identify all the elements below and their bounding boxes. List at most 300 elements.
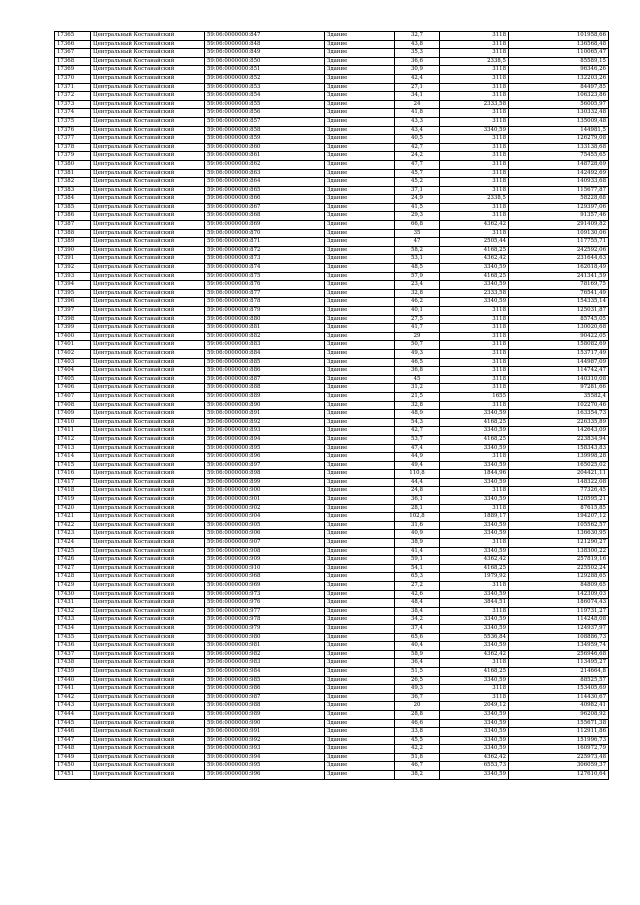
row-number-cell: 17371 — [55, 83, 91, 92]
table-row — [55, 272, 609, 281]
object-type-cell: Здание — [325, 633, 395, 642]
cadastral-value-cell: 132203,26 — [509, 74, 609, 83]
cadastral-number-cell: 59:06:0000000:889 — [205, 392, 325, 401]
table-row — [55, 667, 609, 676]
cadastral-value-cell: 108886,73 — [509, 633, 609, 642]
cadastral-number-cell: 59:06:0000000:887 — [205, 375, 325, 384]
row-number-cell: 17365 — [55, 32, 91, 41]
table-row — [55, 392, 609, 401]
table-row — [55, 418, 609, 427]
table-row — [55, 659, 609, 668]
table-row — [55, 160, 609, 169]
district-cell: Центральный Костанайский — [91, 556, 205, 565]
object-type-cell: Здание — [325, 324, 395, 333]
district-cell: Центральный Костанайский — [91, 539, 205, 548]
cadastral-number-cell: 59:06:0000000:871 — [205, 238, 325, 247]
district-cell: Центральный Костанайский — [91, 719, 205, 728]
cadastral-number-cell: 59:06:0000000:969 — [205, 582, 325, 591]
cadastral-number-cell: 59:06:0000000:864 — [205, 178, 325, 187]
area-cell: 27,2 — [395, 582, 440, 591]
area-cell: 33,8 — [395, 728, 440, 737]
table-row — [55, 169, 609, 178]
object-type-cell: Здание — [325, 169, 395, 178]
cadastral-value-cell: 85589,15 — [509, 57, 609, 66]
district-cell: Центральный Костанайский — [91, 435, 205, 444]
cadastral-number-cell: 59:06:0000000:897 — [205, 461, 325, 470]
cadastral-number-cell: 59:06:0000000:860 — [205, 143, 325, 152]
cadastral-value-cell: 40982,41 — [509, 702, 609, 711]
unit-value-cell: 3340,59 — [440, 444, 509, 453]
unit-value-cell: 3118 — [440, 375, 509, 384]
district-cell: Центральный Костанайский — [91, 298, 205, 307]
object-type-cell: Здание — [325, 650, 395, 659]
area-cell: 36,1 — [395, 496, 440, 505]
table-row — [55, 616, 609, 625]
row-number-cell: 17419 — [55, 496, 91, 505]
table-row — [55, 255, 609, 264]
table-row — [55, 221, 609, 230]
object-type-cell: Здание — [325, 298, 395, 307]
row-number-cell: 17401 — [55, 341, 91, 350]
cadastral-number-cell: 59:06:0000000:891 — [205, 410, 325, 419]
cadastral-number-cell: 59:06:0000000:991 — [205, 728, 325, 737]
row-number-cell: 17417 — [55, 478, 91, 487]
district-cell: Центральный Костанайский — [91, 616, 205, 625]
table-row — [55, 66, 609, 75]
unit-value-cell: 3118 — [440, 487, 509, 496]
unit-value-cell: 3340,59 — [440, 624, 509, 633]
cadastral-number-cell: 59:06:0000000:881 — [205, 324, 325, 333]
district-cell: Центральный Костанайский — [91, 195, 205, 204]
table-row — [55, 453, 609, 462]
unit-value-cell: 3340,59 — [440, 264, 509, 273]
area-cell: 32,8 — [395, 401, 440, 410]
cadastral-number-cell: 59:06:0000000:981 — [205, 642, 325, 651]
cadastral-number-cell: 59:06:0000000:910 — [205, 564, 325, 573]
unit-value-cell: 3340,59 — [440, 771, 509, 780]
cadastral-value-cell: 124937,97 — [509, 624, 609, 633]
table-row — [55, 410, 609, 419]
district-cell: Центральный Костанайский — [91, 66, 205, 75]
cadastral-number-cell: 59:06:0000000:893 — [205, 427, 325, 436]
district-cell: Центральный Костанайский — [91, 229, 205, 238]
table-row — [55, 212, 609, 221]
object-type-cell: Здание — [325, 710, 395, 719]
row-number-cell: 17432 — [55, 607, 91, 616]
table-row — [55, 513, 609, 522]
row-number-cell: 17395 — [55, 289, 91, 298]
district-cell: Центральный Костанайский — [91, 418, 205, 427]
object-type-cell: Здание — [325, 203, 395, 212]
row-number-cell: 17408 — [55, 401, 91, 410]
object-type-cell: Здание — [325, 410, 395, 419]
cadastral-value-cell: 291409,82 — [509, 221, 609, 230]
cadastral-number-cell: 59:06:0000000:901 — [205, 496, 325, 505]
table-row — [55, 573, 609, 582]
object-type-cell: Здание — [325, 195, 395, 204]
cadastral-value-cell: 125031,87 — [509, 307, 609, 316]
district-cell: Центральный Костанайский — [91, 117, 205, 126]
area-cell: 40,9 — [395, 530, 440, 539]
row-number-cell: 17399 — [55, 324, 91, 333]
table-row — [55, 444, 609, 453]
unit-value-cell: 3118 — [440, 384, 509, 393]
cadastral-number-cell: 59:06:0000000:985 — [205, 676, 325, 685]
unit-value-cell: 3340,59 — [440, 616, 509, 625]
district-cell: Центральный Костанайский — [91, 736, 205, 745]
area-cell: 54,1 — [395, 564, 440, 573]
table-row — [55, 289, 609, 298]
unit-value-cell: 4168,25 — [440, 564, 509, 573]
area-cell: 21,5 — [395, 392, 440, 401]
district-cell: Центральный Костанайский — [91, 169, 205, 178]
unit-value-cell: 2049,12 — [440, 702, 509, 711]
cadastral-value-cell: 144987,09 — [509, 358, 609, 367]
area-cell: 20 — [395, 702, 440, 711]
unit-value-cell: 3340,59 — [440, 590, 509, 599]
object-type-cell: Здание — [325, 693, 395, 702]
table-row — [55, 728, 609, 737]
area-cell: 34,1 — [395, 92, 440, 101]
row-number-cell: 17443 — [55, 702, 91, 711]
row-number-cell: 17433 — [55, 616, 91, 625]
cadastral-number-cell: 59:06:0000000:904 — [205, 513, 325, 522]
cadastral-value-cell: 160972,79 — [509, 745, 609, 754]
district-cell: Центральный Костанайский — [91, 504, 205, 513]
table-row — [55, 633, 609, 642]
row-number-cell: 17437 — [55, 650, 91, 659]
cadastral-number-cell: 59:06:0000000:859 — [205, 135, 325, 144]
cadastral-value-cell: 58228,68 — [509, 195, 609, 204]
unit-value-cell: 3340,59 — [440, 126, 509, 135]
object-type-cell: Здание — [325, 444, 395, 453]
cadastral-value-cell: 84809,65 — [509, 582, 609, 591]
district-cell: Центральный Костанайский — [91, 32, 205, 41]
object-type-cell: Здание — [325, 496, 395, 505]
row-number-cell: 17400 — [55, 332, 91, 341]
cadastral-value-cell: 153405,69 — [509, 685, 609, 694]
unit-value-cell: 3118 — [440, 504, 509, 513]
table-row — [55, 650, 609, 659]
unit-value-cell: 4168,25 — [440, 246, 509, 255]
cadastral-number-cell: 59:06:0000000:879 — [205, 307, 325, 316]
object-type-cell: Здание — [325, 624, 395, 633]
object-type-cell: Здание — [325, 186, 395, 195]
object-type-cell: Здание — [325, 255, 395, 264]
table-row — [55, 710, 609, 719]
unit-value-cell: 2333,58 — [440, 289, 509, 298]
cadastral-number-cell: 59:06:0000000:855 — [205, 100, 325, 109]
table-row — [55, 229, 609, 238]
area-cell: 24 — [395, 100, 440, 109]
unit-value-cell: 3340,59 — [440, 530, 509, 539]
area-cell: 34,2 — [395, 616, 440, 625]
table-row — [55, 57, 609, 66]
area-cell: 38,9 — [395, 539, 440, 548]
cadastral-value-cell: 135009,48 — [509, 117, 609, 126]
cadastral-number-cell: 59:06:0000000:865 — [205, 186, 325, 195]
district-cell: Центральный Костанайский — [91, 667, 205, 676]
cadastral-number-cell: 59:06:0000000:902 — [205, 504, 325, 513]
object-type-cell: Здание — [325, 736, 395, 745]
cadastral-value-cell: 97281,66 — [509, 384, 609, 393]
area-cell: 43,4 — [395, 126, 440, 135]
row-number-cell: 17369 — [55, 66, 91, 75]
area-cell: 49,4 — [395, 461, 440, 470]
unit-value-cell: 2505,44 — [440, 238, 509, 247]
cadastral-value-cell: 113495,27 — [509, 659, 609, 668]
cadastral-value-cell: 115677,87 — [509, 186, 609, 195]
object-type-cell: Здание — [325, 281, 395, 290]
cadastral-value-cell: 158343,83 — [509, 444, 609, 453]
cadastral-number-cell: 59:06:0000000:886 — [205, 367, 325, 376]
unit-value-cell: 3118 — [440, 582, 509, 591]
row-number-cell: 17411 — [55, 427, 91, 436]
district-cell: Центральный Костанайский — [91, 238, 205, 247]
table-row — [55, 504, 609, 513]
table-row — [55, 556, 609, 565]
table-row — [55, 564, 609, 573]
cadastral-value-cell: 84497,85 — [509, 83, 609, 92]
district-cell: Центральный Костанайский — [91, 521, 205, 530]
object-type-cell: Здание — [325, 607, 395, 616]
row-number-cell: 17438 — [55, 659, 91, 668]
cadastral-number-cell: 59:06:0000000:858 — [205, 126, 325, 135]
area-cell: 27,1 — [395, 83, 440, 92]
district-cell: Центральный Костанайский — [91, 135, 205, 144]
district-cell: Центральный Костанайский — [91, 410, 205, 419]
row-number-cell: 17425 — [55, 547, 91, 556]
cadastral-number-cell: 59:06:0000000:868 — [205, 212, 325, 221]
cadastral-number-cell: 59:06:0000000:968 — [205, 573, 325, 582]
row-number-cell: 17415 — [55, 461, 91, 470]
table-row — [55, 470, 609, 479]
district-cell: Центральный Костанайский — [91, 676, 205, 685]
row-number-cell: 17372 — [55, 92, 91, 101]
cadastral-number-cell: 59:06:0000000:994 — [205, 753, 325, 762]
area-cell: 38,2 — [395, 771, 440, 780]
cadastral-number-cell: 59:06:0000000:899 — [205, 478, 325, 487]
cadastral-value-cell: 56005,97 — [509, 100, 609, 109]
cadastral-number-cell: 59:06:0000000:977 — [205, 607, 325, 616]
unit-value-cell: 3118 — [440, 332, 509, 341]
unit-value-cell: 3118 — [440, 169, 509, 178]
cadastral-number-cell: 59:06:0000000:883 — [205, 341, 325, 350]
table-row — [55, 349, 609, 358]
object-type-cell: Здание — [325, 83, 395, 92]
object-type-cell: Здание — [325, 160, 395, 169]
object-type-cell: Здание — [325, 418, 395, 427]
unit-value-cell: 4168,25 — [440, 272, 509, 281]
district-cell: Центральный Костанайский — [91, 109, 205, 118]
area-cell: 46,7 — [395, 762, 440, 771]
unit-value-cell: 4362,42 — [440, 556, 509, 565]
object-type-cell: Здание — [325, 461, 395, 470]
table-row — [55, 117, 609, 126]
row-number-cell: 17368 — [55, 57, 91, 66]
unit-value-cell: 4168,25 — [440, 418, 509, 427]
cadastral-number-cell: 59:06:0000000:852 — [205, 74, 325, 83]
object-type-cell: Здание — [325, 573, 395, 582]
unit-value-cell: 3118 — [440, 229, 509, 238]
row-number-cell: 17422 — [55, 521, 91, 530]
row-number-cell: 17377 — [55, 135, 91, 144]
table-row — [55, 281, 609, 290]
area-cell: 36,7 — [395, 693, 440, 702]
cadastral-value-cell: 158082,69 — [509, 341, 609, 350]
area-cell: 31,6 — [395, 521, 440, 530]
cadastral-value-cell: 153717,49 — [509, 349, 609, 358]
unit-value-cell: 3118 — [440, 74, 509, 83]
cadastral-number-cell: 59:06:0000000:896 — [205, 453, 325, 462]
unit-value-cell: 3118 — [440, 607, 509, 616]
area-cell: 48,5 — [395, 264, 440, 273]
area-cell: 47,7 — [395, 160, 440, 169]
cadastral-value-cell: 121290,27 — [509, 539, 609, 548]
cadastral-value-cell: 140933,68 — [509, 178, 609, 187]
object-type-cell: Здание — [325, 521, 395, 530]
area-cell: 28,1 — [395, 504, 440, 513]
area-cell: 32,7 — [395, 32, 440, 41]
area-cell: 42,4 — [395, 74, 440, 83]
area-cell: 53,1 — [395, 255, 440, 264]
district-cell: Центральный Костанайский — [91, 74, 205, 83]
object-type-cell: Здание — [325, 92, 395, 101]
cadastral-number-cell: 59:06:0000000:885 — [205, 358, 325, 367]
cadastral-number-cell: 59:06:0000000:906 — [205, 530, 325, 539]
table-row — [55, 435, 609, 444]
area-cell: 44,4 — [395, 478, 440, 487]
cadastral-value-cell: 120595,21 — [509, 496, 609, 505]
table-row — [55, 109, 609, 118]
district-cell: Центральный Костанайский — [91, 341, 205, 350]
unit-value-cell: 3118 — [440, 117, 509, 126]
table-row — [55, 92, 609, 101]
table-row — [55, 40, 609, 49]
table-row — [55, 607, 609, 616]
row-number-cell: 17418 — [55, 487, 91, 496]
unit-value-cell: 3118 — [440, 135, 509, 144]
unit-value-cell: 3118 — [440, 307, 509, 316]
row-number-cell: 17439 — [55, 667, 91, 676]
area-cell: 42,7 — [395, 427, 440, 436]
cadastral-value-cell: 114248,08 — [509, 616, 609, 625]
cadastral-number-cell: 59:06:0000000:862 — [205, 160, 325, 169]
cadastral-number-cell: 59:06:0000000:849 — [205, 49, 325, 58]
cadastral-value-cell: 138300,22 — [509, 547, 609, 556]
district-cell: Центральный Костанайский — [91, 702, 205, 711]
area-cell: 58,2 — [395, 246, 440, 255]
district-cell: Центральный Костанайский — [91, 358, 205, 367]
cadastral-number-cell: 59:06:0000000:866 — [205, 195, 325, 204]
object-type-cell: Здание — [325, 564, 395, 573]
cadastral-value-cell: 186074,43 — [509, 599, 609, 608]
object-type-cell: Здание — [325, 272, 395, 281]
row-number-cell: 17431 — [55, 599, 91, 608]
row-number-cell: 17429 — [55, 582, 91, 591]
unit-value-cell: 3118 — [440, 152, 509, 161]
district-cell: Центральный Костанайский — [91, 375, 205, 384]
cadastral-value-cell: 306059,37 — [509, 762, 609, 771]
object-type-cell: Здание — [325, 32, 395, 41]
row-number-cell: 17446 — [55, 728, 91, 737]
cadastral-value-cell: 78169,75 — [509, 281, 609, 290]
object-type-cell: Здание — [325, 487, 395, 496]
cadastral-value-cell: 256946,68 — [509, 650, 609, 659]
table-row — [55, 753, 609, 762]
unit-value-cell: 3844,51 — [440, 599, 509, 608]
row-number-cell: 17367 — [55, 49, 91, 58]
unit-value-cell: 3118 — [440, 358, 509, 367]
district-cell: Центральный Костанайский — [91, 693, 205, 702]
table-row — [55, 100, 609, 109]
district-cell: Центральный Костанайский — [91, 255, 205, 264]
district-cell: Центральный Костанайский — [91, 513, 205, 522]
object-type-cell: Здание — [325, 332, 395, 341]
district-cell: Центральный Костанайский — [91, 745, 205, 754]
area-cell: 65,3 — [395, 573, 440, 582]
district-cell: Центральный Костанайский — [91, 57, 205, 66]
area-cell: 102,8 — [395, 513, 440, 522]
row-number-cell: 17448 — [55, 745, 91, 754]
cadastral-value-cell: 133138,68 — [509, 143, 609, 152]
cadastral-value-cell: 142492,69 — [509, 169, 609, 178]
row-number-cell: 17444 — [55, 710, 91, 719]
object-type-cell: Здание — [325, 582, 395, 591]
table-row — [55, 74, 609, 83]
district-cell: Центральный Костанайский — [91, 281, 205, 290]
district-cell: Центральный Костанайский — [91, 427, 205, 436]
cadastral-number-cell: 59:06:0000000:892 — [205, 418, 325, 427]
area-cell: 28,8 — [395, 710, 440, 719]
table-row — [55, 32, 609, 41]
row-number-cell: 17420 — [55, 504, 91, 513]
table-row — [55, 590, 609, 599]
cadastral-number-cell: 59:06:0000000:988 — [205, 702, 325, 711]
area-cell: 59,1 — [395, 556, 440, 565]
cadastral-number-cell: 59:06:0000000:854 — [205, 92, 325, 101]
object-type-cell: Здание — [325, 367, 395, 376]
cadastral-value-cell: 148322,08 — [509, 478, 609, 487]
cadastral-value-cell: 112911,86 — [509, 728, 609, 737]
table-row — [55, 547, 609, 556]
district-cell: Центральный Костанайский — [91, 728, 205, 737]
cadastral-value-cell: 77326,45 — [509, 487, 609, 496]
unit-value-cell: 3340,59 — [440, 745, 509, 754]
table-row — [55, 307, 609, 316]
object-type-cell: Здание — [325, 126, 395, 135]
cadastral-number-cell: 59:06:0000000:890 — [205, 401, 325, 410]
object-type-cell: Здание — [325, 470, 395, 479]
area-cell: 30,9 — [395, 66, 440, 75]
cadastral-number-cell: 59:06:0000000:983 — [205, 659, 325, 668]
row-number-cell: 17373 — [55, 100, 91, 109]
row-number-cell: 17388 — [55, 229, 91, 238]
cadastral-value-cell: 130332,48 — [509, 109, 609, 118]
cadastral-number-cell: 59:06:0000000:870 — [205, 229, 325, 238]
cadastral-number-cell: 59:06:0000000:851 — [205, 66, 325, 75]
unit-value-cell: 3340,59 — [440, 736, 509, 745]
cadastral-number-cell: 59:06:0000000:976 — [205, 599, 325, 608]
cadastral-number-cell: 59:06:0000000:861 — [205, 152, 325, 161]
cadastral-value-cell: 257819,16 — [509, 556, 609, 565]
object-type-cell: Здание — [325, 599, 395, 608]
area-cell: 53,7 — [395, 435, 440, 444]
district-cell: Центральный Костанайский — [91, 40, 205, 49]
unit-value-cell: 1655 — [440, 392, 509, 401]
unit-value-cell: 3118 — [440, 83, 509, 92]
unit-value-cell: 5536,84 — [440, 633, 509, 642]
